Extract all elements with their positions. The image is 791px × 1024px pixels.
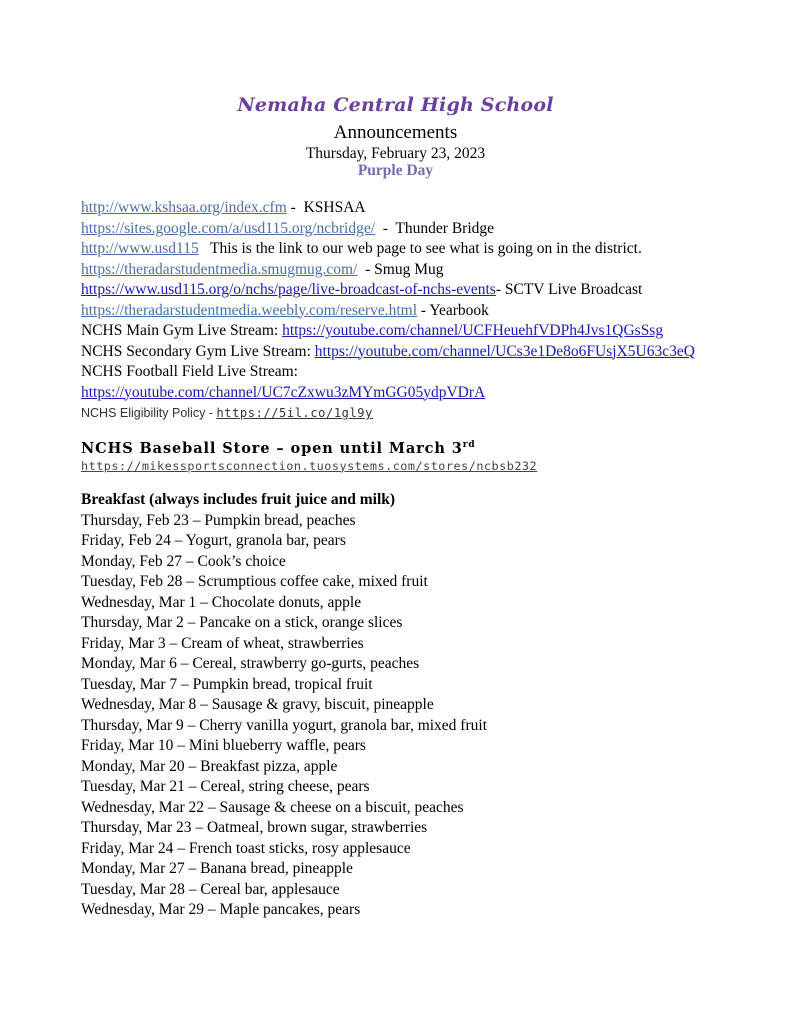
link-description: - Thunder Bridge: [375, 219, 494, 237]
list-item: Monday, Mar 20 – Breakfast pizza, apple: [81, 757, 338, 775]
football-stream-label: NCHS Football Field Live Stream:: [81, 363, 298, 380]
day-theme: Purple Day: [357, 162, 434, 179]
list-item: Tuesday, Mar 21 – Cereal, string cheese, pears: [81, 778, 370, 795]
list-item: Wednesday, Mar 1 – Chocolate donuts, apple: [81, 593, 362, 611]
link-description: - SCTV Live Broadcast: [495, 281, 643, 298]
announcement-date: Thursday, February 23, 2023: [305, 145, 486, 162]
secondary-gym-stream-link[interactable]: https://youtube.com/channel/UCs3e1De8o6FUsjX5U63c3eQ: [314, 342, 695, 360]
baseball-store-link[interactable]: https://mikessportsconnection.tuosystems.com/stores/ncbsb232: [81, 458, 538, 473]
page-title: Announcements: [333, 122, 458, 143]
baseball-store-link-row: [81, 458, 771, 474]
link-description: - KSHSAA: [286, 199, 366, 216]
main-gym-label: NCHS Main Gym Live Stream:: [81, 322, 283, 339]
main-gym-stream-row: [81, 321, 771, 342]
main-gym-stream-link[interactable]: https://youtube.com/channel/UCFHeuehfVDPh4Jvs1QGsSsg: [282, 322, 664, 339]
link-row-kshsaa: [81, 198, 771, 219]
link-description: This is the link to our web page to see what is going on in the district.: [198, 240, 642, 257]
thunder-bridge-link[interactable]: https://sites.google.com/a/usd115.org/ncbridge/: [81, 219, 376, 237]
eligibility-row: [81, 403, 771, 423]
list-item: Wednesday, Mar 29 – Maple pancakes, pears: [81, 901, 361, 918]
smugmug-link[interactable]: https://theradarstudentmedia.smugmug.com/: [81, 260, 358, 278]
list-item: Monday, Mar 6 – Cereal, strawberry go-gurts, peaches: [81, 655, 420, 672]
list-item: Wednesday, Mar 22 – Sausage & cheese on a biscuit, peaches: [81, 798, 464, 816]
baseball-store-heading: [81, 436, 771, 458]
baseball-store-section: [81, 436, 771, 474]
link-row-smugmug: [81, 260, 771, 281]
list-item: Friday, Feb 24 – Yogurt, granola bar, pears: [81, 532, 346, 549]
list-item: Wednesday, Mar 8 – Sausage & gravy, biscuit, pineapple: [81, 696, 434, 713]
list-item: Monday, Mar 27 – Banana bread, pineapple: [81, 860, 353, 877]
link-description: - Smug Mug: [357, 260, 444, 278]
baseball-store-heading-text: NCHS Baseball Store – open until March 3: [81, 439, 463, 457]
breakfast-heading: Breakfast (always includes fruit juice and milk): [81, 491, 396, 508]
list-item: Thursday, Feb 23 – Pumpkin bread, peaches: [81, 511, 356, 529]
secondary-gym-stream-row: [81, 342, 771, 363]
eligibility-policy-link[interactable]: https://5il.co/1gl9y: [216, 406, 373, 420]
ordinal-suffix: rd: [462, 440, 476, 450]
link-row-yearbook: [81, 301, 771, 322]
list-item: Thursday, Mar 2 – Pancake on a stick, orange slices: [81, 614, 403, 631]
list-item: Friday, Mar 3 – Cream of wheat, strawberries: [81, 634, 364, 652]
list-item: Monday, Feb 27 – Cook’s choice: [81, 552, 286, 570]
kshsaa-link[interactable]: http://www.kshsaa.org/index.cfm: [81, 199, 287, 216]
football-stream-row: [81, 383, 771, 404]
link-row-thunder-bridge: [81, 219, 771, 240]
list-item: Tuesday, Mar 28 – Cereal bar, applesauce: [81, 880, 340, 898]
breakfast-menu: [81, 490, 771, 921]
link-row-district: [81, 239, 771, 260]
district-link[interactable]: http://www.usd115: [81, 240, 199, 257]
link-row-sctv: [81, 280, 771, 301]
link-description: - Yearbook: [417, 301, 489, 319]
yearbook-link[interactable]: https://theradarstudentmedia.weebly.com/reserve.html: [81, 301, 418, 319]
sctv-broadcast-link[interactable]: https://www.usd115.org/o/nchs/page/live-broadcast-of-nchs-events: [81, 281, 496, 298]
list-item: Thursday, Mar 9 – Cherry vanilla yogurt, granola bar, mixed fruit: [81, 716, 487, 734]
list-item: Tuesday, Feb 28 – Scrumptious coffee cake, mixed fruit: [81, 573, 428, 590]
eligibility-label: NCHS Eligibility Policy -: [81, 406, 217, 420]
football-stream-link[interactable]: https://youtube.com/channel/UC7cZxwu3zMYmGG05ydpVDrA: [81, 383, 486, 401]
list-item: Thursday, Mar 23 – Oatmeal, brown sugar, strawberries: [81, 819, 428, 836]
secondary-gym-label: NCHS Secondary Gym Live Stream:: [81, 342, 315, 360]
links-section: [81, 198, 771, 423]
list-item: Friday, Mar 10 – Mini blueberry waffle, pears: [81, 737, 366, 754]
list-item: Tuesday, Mar 7 – Pumpkin bread, tropical fruit: [81, 675, 373, 693]
school-name: Nemaha Central High School: [237, 94, 554, 116]
list-item: Friday, Mar 24 – French toast sticks, rosy applesauce: [81, 839, 411, 857]
